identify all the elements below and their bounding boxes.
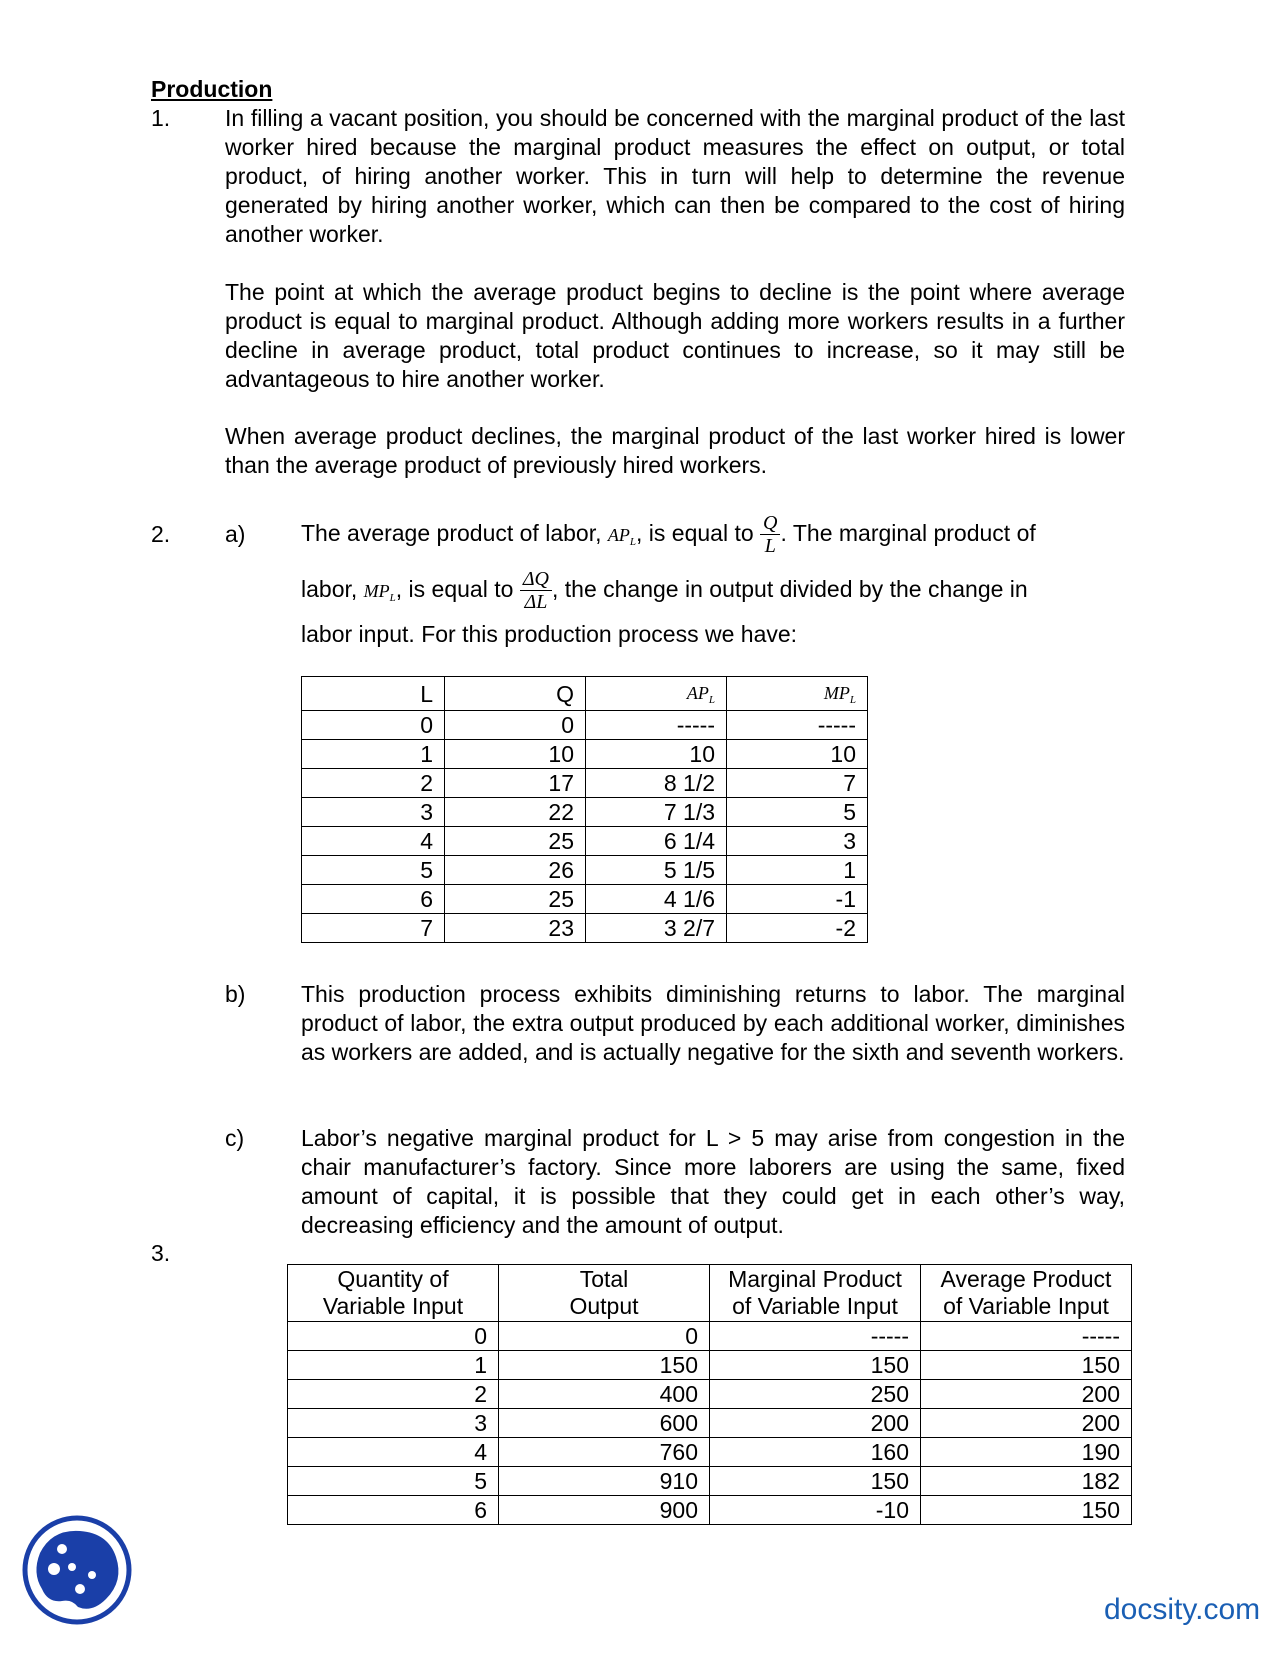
table-cell: 160 — [710, 1438, 921, 1467]
section-title: Production — [151, 76, 273, 102]
q1-paragraph-1: In filling a vacant position, you should be concerned with the marginal product of the last worker hired because the marginal product measures the effect on output, or total product, of hiring another worker. This in turn will help to determine the revenue generated by hiring another worker, which can then be compared to the cost of hiring another worker. — [225, 105, 1125, 247]
table-cell: 200 — [710, 1409, 921, 1438]
production-table — [301, 676, 868, 943]
table-row — [288, 1380, 1132, 1409]
table-row — [288, 1438, 1132, 1467]
header-total-output: Total Output — [499, 1265, 710, 1322]
mp-l-symbol: $MP_L$ — [363, 581, 396, 604]
table-cell: 7 1/3 — [586, 798, 727, 827]
header-q: Q — [445, 677, 586, 711]
table-cell: 6 — [288, 1496, 499, 1525]
table-row — [288, 1467, 1132, 1496]
table-cell: 10 — [445, 740, 586, 769]
table-cell: 4 — [302, 827, 445, 856]
table-cell: 25 — [445, 827, 586, 856]
table-cell: 190 — [921, 1438, 1132, 1467]
table-cell: 0 — [288, 1322, 499, 1351]
table-cell: -10 — [710, 1496, 921, 1525]
q2-a-text-1: The average product of labor, — [301, 520, 602, 546]
table-cell: 10 — [586, 740, 727, 769]
q2-a-text-4: labor, — [301, 576, 358, 602]
table-cell: 900 — [499, 1496, 710, 1525]
table-cell: 250 — [710, 1380, 921, 1409]
variable-input-table — [287, 1264, 1132, 1525]
table-cell: 23 — [445, 914, 586, 943]
docsity-brand-link[interactable]: docsity.com — [1104, 1593, 1261, 1626]
table-cell: 3 — [727, 827, 868, 856]
header-l: L — [302, 677, 445, 711]
table-cell: 150 — [921, 1496, 1132, 1525]
table-cell: 3 — [302, 798, 445, 827]
q2-a-text-2: , is equal to — [636, 520, 754, 546]
q2-part-a-label: a) — [225, 521, 246, 547]
table-cell: 150 — [710, 1351, 921, 1380]
q2-a-line-2 — [301, 562, 1028, 621]
table-row — [288, 1409, 1132, 1438]
q2-a-text-3: . The marginal product of — [780, 520, 1036, 546]
question-3-number: 3. — [151, 1240, 171, 1266]
q2-a-text-7: labor input. For this production process we have: — [301, 621, 798, 647]
header-marginal-product: Marginal Product of Variable Input — [710, 1265, 921, 1322]
table-cell: -2 — [727, 914, 868, 943]
table-row — [302, 914, 868, 943]
q1-paragraph-2: The point at which the average product begins to decline is the point where average product is equal to marginal product. Although adding more workers results in a further decline in average product, total product continues to increase, so it may still be advantageous to hire another worker. — [225, 279, 1125, 392]
header-quantity: Quantity of Variable Input — [288, 1265, 499, 1322]
table-cell: 1 — [727, 856, 868, 885]
question-1-number: 1. — [151, 105, 171, 131]
table-cell: 400 — [499, 1380, 710, 1409]
table-cell: 5 1/5 — [586, 856, 727, 885]
table-cell: 1 — [302, 740, 445, 769]
q2-b-paragraph: This production process exhibits diminishing returns to labor. The marginal product of labor, the extra output produced by each additional worker, diminishes as workers are added, and is actually negative for the sixth and seventh workers. — [301, 981, 1125, 1065]
header-mpl: $MP_L$ — [727, 677, 868, 711]
table-cell: 10 — [727, 740, 868, 769]
table-cell: 26 — [445, 856, 586, 885]
table-cell: 200 — [921, 1380, 1132, 1409]
table-row — [302, 769, 868, 798]
table-cell: 600 — [499, 1409, 710, 1438]
table-cell: 0 — [302, 711, 445, 740]
table-cell: 2 — [288, 1380, 499, 1409]
docsity-logo-icon — [22, 1515, 132, 1625]
table-cell: ----- — [727, 711, 868, 740]
table-cell: 7 — [302, 914, 445, 943]
delta-q-over-delta-l-fraction: $\frac{\Delta Q}{\Delta L}$ — [520, 568, 552, 613]
table-cell: 6 — [302, 885, 445, 914]
table-cell: 22 — [445, 798, 586, 827]
table-cell: ----- — [710, 1322, 921, 1351]
ap-l-symbol: $AP_L$ — [607, 525, 636, 548]
q-over-l-fraction: $\frac{Q}{L}$ — [760, 512, 780, 557]
table-row — [302, 885, 868, 914]
q2-part-c-label: c) — [225, 1125, 245, 1151]
table-cell: 5 — [727, 798, 868, 827]
header-apl: $AP_L$ — [586, 677, 727, 711]
table-header-row — [302, 677, 868, 711]
table-row — [288, 1351, 1132, 1380]
q1-paragraph-3: When average product declines, the marginal product of the last worker hired is lower than the average product of previously hired workers. — [225, 423, 1125, 478]
table-cell: 3 2/7 — [586, 914, 727, 943]
table-cell: 8 1/2 — [586, 769, 727, 798]
table-row — [302, 798, 868, 827]
q2-a-text-5: , is equal to — [395, 576, 514, 602]
question-2-number: 2. — [151, 521, 171, 547]
table-cell: ----- — [921, 1322, 1132, 1351]
q2-a-line-1 — [301, 506, 1036, 565]
table-cell: 200 — [921, 1409, 1132, 1438]
table-row — [288, 1496, 1132, 1525]
table-cell: 0 — [445, 711, 586, 740]
table-row — [302, 711, 868, 740]
table-cell: 2 — [302, 769, 445, 798]
header-average-product: Average Product of Variable Input — [921, 1265, 1132, 1322]
table-cell: 150 — [710, 1467, 921, 1496]
table-row — [302, 827, 868, 856]
table-row — [302, 856, 868, 885]
table-cell: 5 — [302, 856, 445, 885]
table-row — [288, 1322, 1132, 1351]
table-cell: 6 1/4 — [586, 827, 727, 856]
table-cell: ----- — [586, 711, 727, 740]
table-cell: 4 1/6 — [586, 885, 727, 914]
table-cell: 760 — [499, 1438, 710, 1467]
table-cell: 3 — [288, 1409, 499, 1438]
table-cell: 7 — [727, 769, 868, 798]
table-cell: 0 — [499, 1322, 710, 1351]
table-cell: -1 — [727, 885, 868, 914]
table-cell: 182 — [921, 1467, 1132, 1496]
q2-a-text-6: , the change in output divided by the change in — [552, 576, 1028, 602]
table-cell: 1 — [288, 1351, 499, 1380]
table-cell: 150 — [921, 1351, 1132, 1380]
table-cell: 25 — [445, 885, 586, 914]
table-cell: 17 — [445, 769, 586, 798]
q2-c-paragraph: Labor’s negative marginal product for L > 5 may arise from congestion in the chair manufacturer’s factory. Since more laborers are using the same, fixed amount of capital, it is possible that they could get in each other’s way, decreasing efficiency and the amount of output. — [301, 1125, 1125, 1238]
q2-part-b-label: b) — [225, 981, 246, 1007]
table-cell: 910 — [499, 1467, 710, 1496]
table-header-row — [288, 1265, 1132, 1322]
table-cell: 5 — [288, 1467, 499, 1496]
table-cell: 150 — [499, 1351, 710, 1380]
table-row — [302, 740, 868, 769]
table-cell: 4 — [288, 1438, 499, 1467]
